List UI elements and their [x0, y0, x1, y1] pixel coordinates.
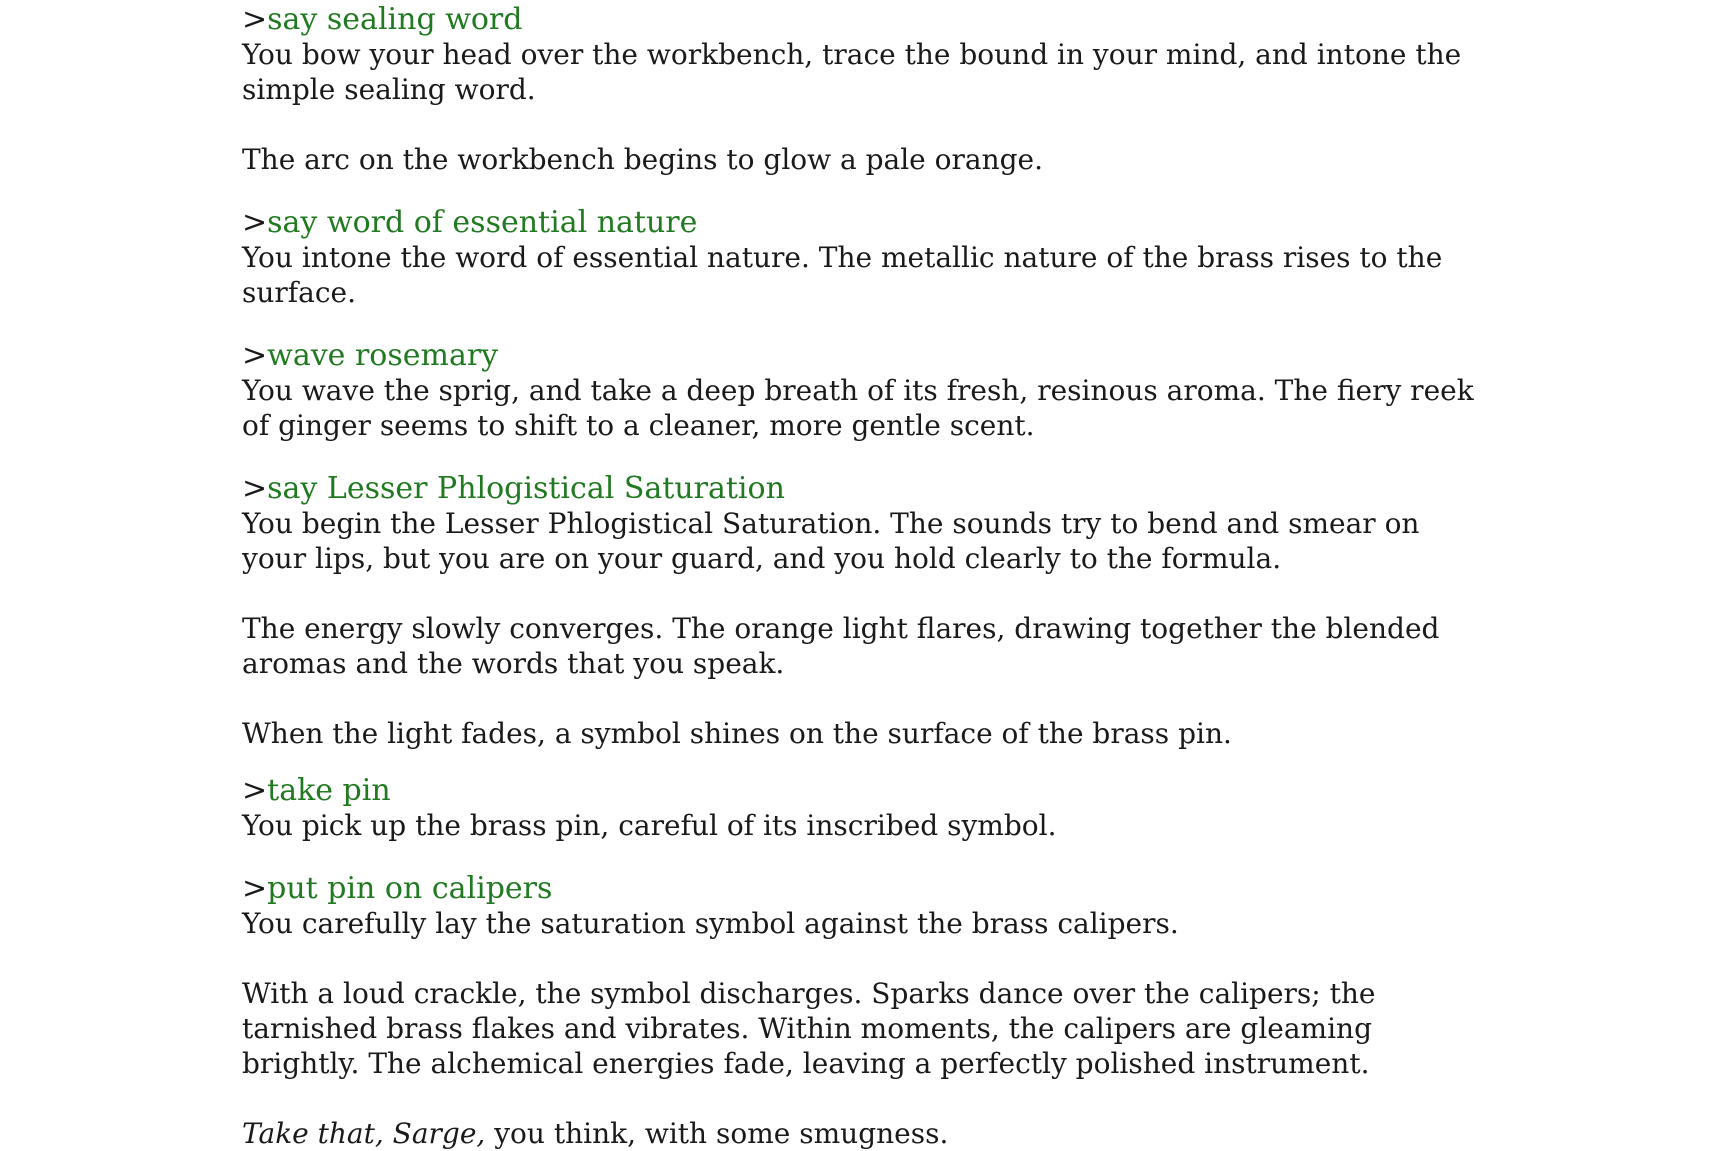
response-text: With a loud crackle, the symbol discharges. Sparks dance over the calipers; the tarnished brass flakes and vibrates. Within moments, the calipers are gleaming brightly. The alchemical energies fade, leaving a perfectly polished instrument.	[242, 977, 1376, 1080]
prompt-symbol: >	[242, 871, 268, 906]
response-text: You begin the Lesser Phlogistical Saturation. The sounds try to bend and smear on your lips, but you are on your guard, and you hold clearly to the formula.	[242, 507, 1420, 575]
command-line	[242, 338, 1482, 373]
response-text: The energy slowly converges. The orange light flares, drawing together the blended aromas and the words that you speak.	[242, 612, 1440, 680]
prompt-symbol: >	[242, 2, 268, 37]
prompt-symbol: >	[242, 338, 268, 373]
command-line	[242, 871, 1482, 906]
command-line	[242, 2, 1482, 37]
command-text: say Lesser Phlogistical Saturation	[267, 471, 785, 506]
closing-italic: Take that, Sarge,	[242, 1117, 486, 1150]
response-text: You pick up the brass pin, careful of its inscribed symbol.	[242, 809, 1057, 842]
prompt-symbol: >	[242, 773, 268, 808]
response-text: You wave the sprig, and take a deep breath of its fresh, resinous aroma. The fiery reek of ginger seems to shift to a cleaner, more gentle scent.	[242, 374, 1474, 442]
command-text: say word of essential nature	[267, 205, 698, 240]
command-text: say sealing word	[267, 2, 523, 37]
response-text: When the light fades, a symbol shines on the surface of the brass pin.	[242, 717, 1232, 750]
transcript-output	[242, 0, 1482, 1151]
prompt-symbol: >	[242, 205, 268, 240]
command-text: put pin on calipers	[267, 871, 553, 906]
response-text: The arc on the workbench begins to glow a pale orange.	[242, 143, 1043, 176]
response-text: You intone the word of essential nature. The metallic nature of the brass rises to the surface.	[242, 241, 1443, 309]
response-text: You bow your head over the workbench, trace the bound in your mind, and intone the simple sealing word.	[242, 38, 1462, 106]
command-text: take pin	[267, 773, 391, 808]
prompt-symbol: >	[242, 471, 268, 506]
command-line	[242, 471, 1482, 506]
command-text: wave rosemary	[267, 338, 499, 373]
response-text: You carefully lay the saturation symbol against the brass calipers.	[242, 907, 1179, 940]
command-line	[242, 205, 1482, 240]
command-line	[242, 773, 1482, 808]
closing-plain: you think, with some smugness.	[485, 1117, 949, 1150]
